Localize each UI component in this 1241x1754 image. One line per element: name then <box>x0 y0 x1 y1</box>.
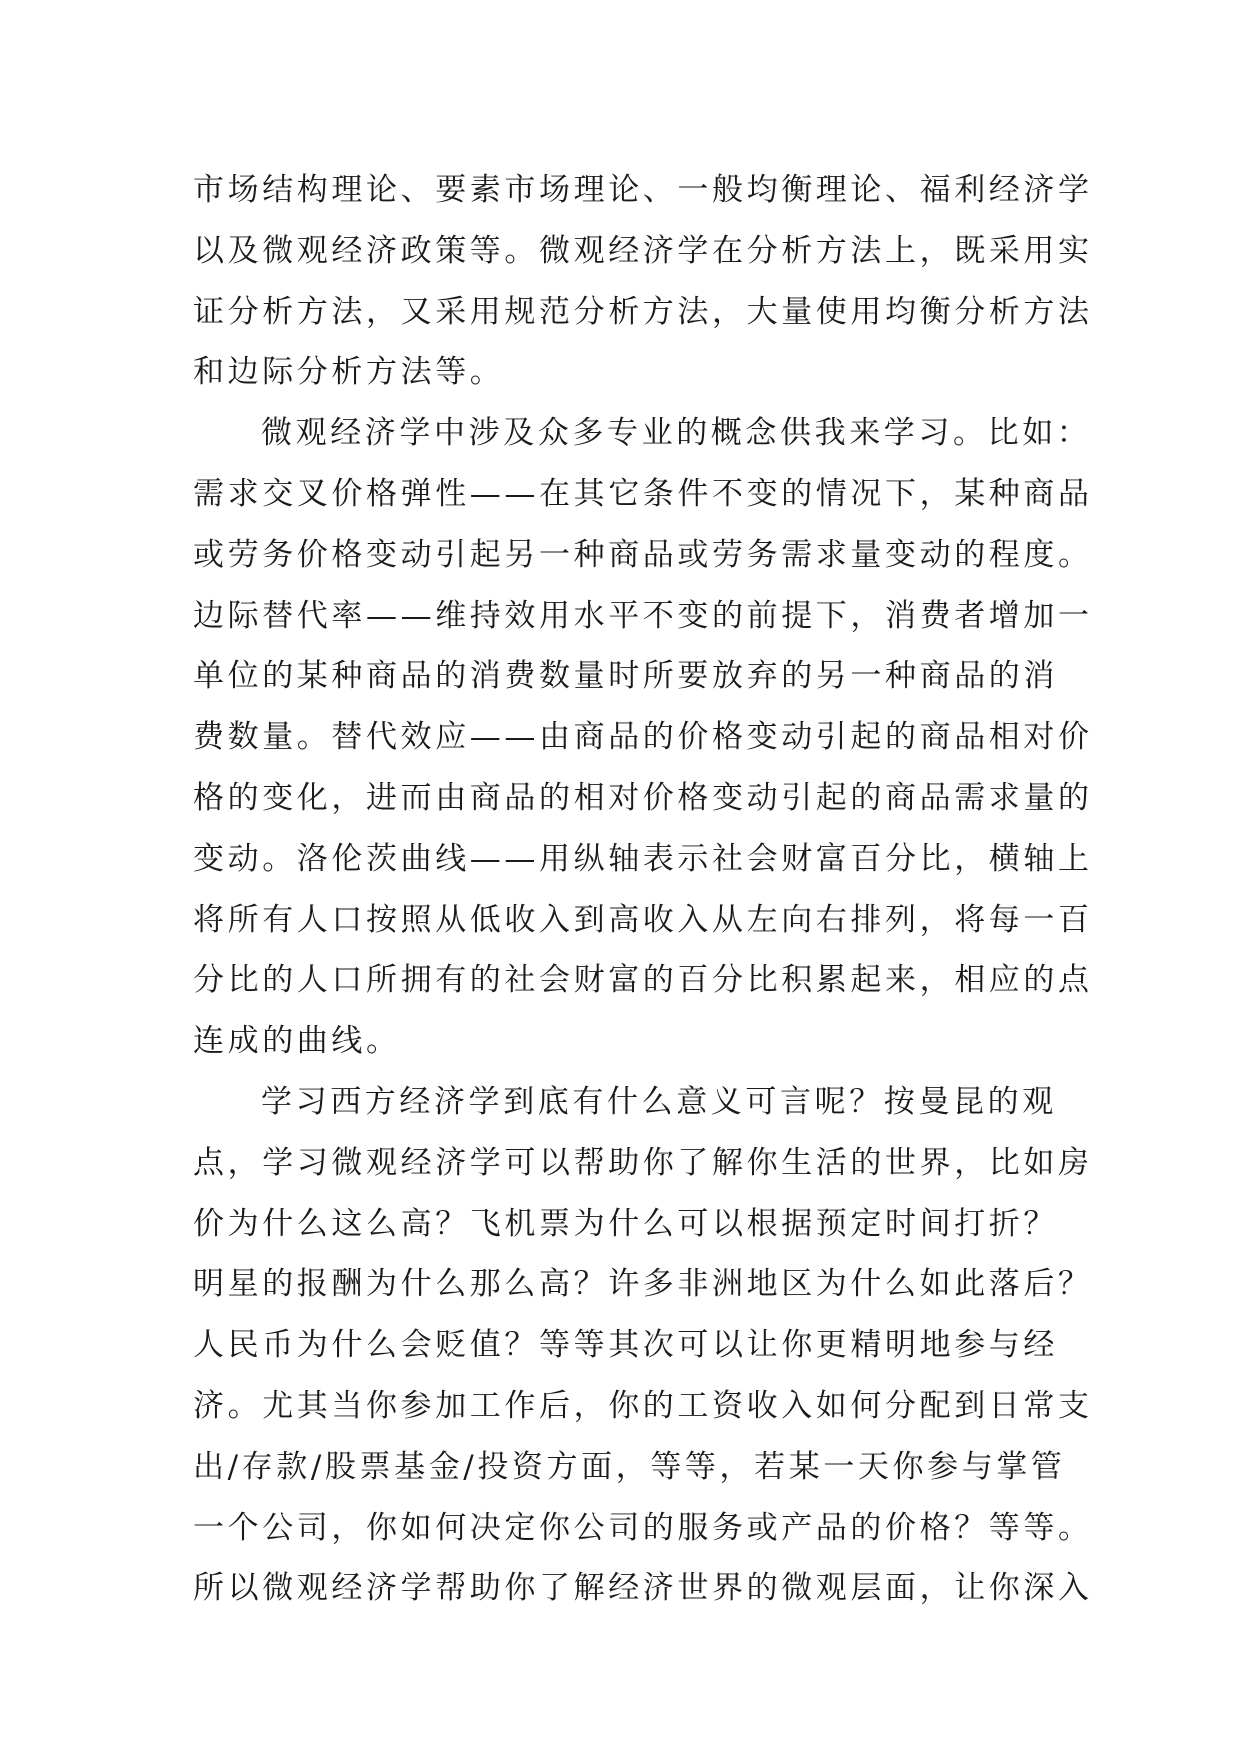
text-line: 明星的报酬为什么那么高？许多非洲地区为什么如此落后？ <box>193 1266 1093 1303</box>
text-line: 人民币为什么会贬值？等等其次可以让你更精明地参与经 <box>193 1327 1058 1364</box>
text-line: 连成的曲线。 <box>193 1023 401 1060</box>
text-line: 市场结构理论、要素市场理论、一般均衡理论、福利经济学 <box>193 172 1093 208</box>
text-line: 济。尤其当你参加工作后，你的工资收入如何分配到日常支 <box>193 1387 1093 1424</box>
text-line: 需求交叉价格弹性——在其它条件不变的情况下，某种商品 <box>193 475 1093 512</box>
text-line: 单位的某种商品的消费数量时所要放弃的另一种商品的消 <box>193 658 1058 695</box>
text-line: 变动。洛伦茨曲线——用纵轴表示社会财富百分比，横轴上 <box>193 840 1093 877</box>
body-text <box>193 160 1093 1619</box>
text-line: 微观经济学中涉及众多专业的概念供我来学习。比如： <box>261 415 1092 452</box>
text-line: 出/存款/股票基金/投资方面，等等，若某一天你参与掌管 <box>193 1448 1066 1485</box>
text-line: 或劳务价格变动引起另一种商品或劳务需求量变动的程度。 <box>193 536 1093 573</box>
text-line: 边际替代率——维持效用水平不变的前提下，消费者增加一 <box>193 597 1093 634</box>
text-line: 费数量。替代效应——由商品的价格变动引起的商品相对价 <box>193 719 1093 756</box>
text-line: 和边际分析方法等。 <box>193 354 505 391</box>
text-line: 一个公司，你如何决定你公司的服务或产品的价格？等等。 <box>193 1509 1093 1546</box>
text-line: 格的变化，进而由商品的相对价格变动引起的商品需求量的 <box>193 779 1093 816</box>
text-line: 点，学习微观经济学可以帮助你了解你生活的世界，比如房 <box>193 1144 1093 1181</box>
text-line: 将所有人口按照从低收入到高收入从左向右排列，将每一百 <box>193 901 1093 938</box>
text-line: 所以微观经济学帮助你了解经济世界的微观层面，让你深入 <box>193 1570 1093 1607</box>
text-line: 证分析方法，又采用规范分析方法，大量使用均衡分析方法 <box>193 293 1093 330</box>
text-line: 分比的人口所拥有的社会财富的百分比积累起来，相应的点 <box>193 962 1093 999</box>
text-line: 价为什么这么高？飞机票为什么可以根据预定时间打折？ <box>193 1205 1058 1242</box>
text-line: 以及微观经济政策等。微观经济学在分析方法上，既采用实 <box>193 232 1093 269</box>
text-line: 学习西方经济学到底有什么意义可言呢？按曼昆的观 <box>261 1083 1057 1120</box>
